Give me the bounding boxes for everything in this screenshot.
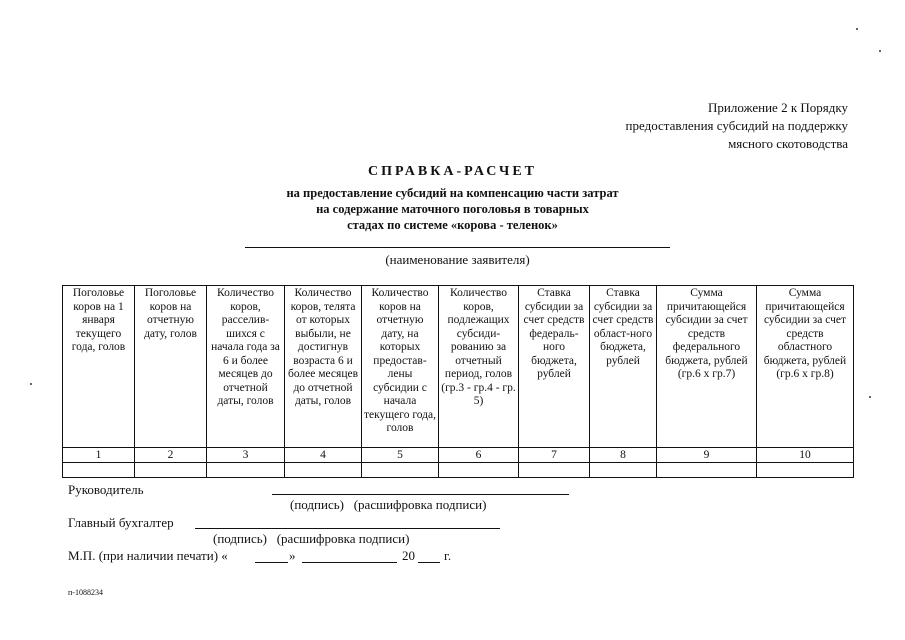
- head-signature-caption: (подпись) (расшифровка подписи): [290, 497, 487, 512]
- data-cell[interactable]: [207, 463, 285, 478]
- header-cell: Количество коров, подлежащих субсиди-рованию за отчетный период, голов (гр.3 - гр.4 - гр. 5): [439, 286, 519, 448]
- header-cell: Количество коров на отчетную дату, на которых предостав-лены субсидии с начала текущего года, голов: [362, 286, 439, 448]
- applicant-caption: (наименование заявителя): [385, 252, 530, 267]
- header-cell: Поголовье коров на 1 января текущего года, голов: [63, 286, 135, 448]
- data-cell[interactable]: [757, 463, 854, 478]
- data-cell[interactable]: [519, 463, 590, 478]
- appendix-line-3: мясного скотоводства: [728, 136, 848, 151]
- header-cell: Количество коров, телята от которых выбыли, не достигнув возраста 6 и более месяцев до отчетной даты, голов: [285, 286, 362, 448]
- calculation-table: [62, 285, 854, 478]
- seal-year-line[interactable]: [418, 562, 440, 563]
- seal-year-prefix: 20: [402, 548, 415, 563]
- accountant-signature-caption: (подпись) (расшифровка подписи): [213, 531, 410, 546]
- document-code: п-1088234: [68, 588, 103, 597]
- data-cell[interactable]: [362, 463, 439, 478]
- scan-speck: [869, 396, 871, 398]
- data-cell[interactable]: [285, 463, 362, 478]
- data-cell[interactable]: [590, 463, 657, 478]
- header-cell: Ставка субсидии за счет средств област-ного бюджета, рублей: [590, 286, 657, 448]
- data-cell[interactable]: [63, 463, 135, 478]
- subtitle-line-2: на содержание маточного поголовья в товарных: [316, 202, 589, 216]
- accountant-signature-line[interactable]: [195, 528, 500, 529]
- data-cell[interactable]: [439, 463, 519, 478]
- column-number: 10: [757, 448, 854, 463]
- column-number: 9: [657, 448, 757, 463]
- column-number-row: [63, 448, 854, 463]
- data-cell[interactable]: [135, 463, 207, 478]
- subtitle-line-1: на предоставление субсидий на компенсацию части затрат: [286, 186, 619, 200]
- head-label: Руководитель: [68, 482, 144, 497]
- appendix-note: [626, 99, 848, 153]
- table-data-row: [63, 463, 854, 478]
- applicant-name-line[interactable]: [245, 247, 670, 248]
- head-signature-line[interactable]: [272, 494, 569, 495]
- column-number: 3: [207, 448, 285, 463]
- seal-quote-close: »: [289, 548, 296, 563]
- seal-month-line[interactable]: [302, 562, 397, 563]
- subtitle-line-3: стадах по системе «корова - теленок»: [347, 218, 558, 232]
- column-number: 4: [285, 448, 362, 463]
- column-number: 5: [362, 448, 439, 463]
- column-number: 2: [135, 448, 207, 463]
- scan-speck: [879, 50, 881, 52]
- header-cell: Сумма причитающейся субсидии за счет средств федерального бюджета, рублей (гр.6 х гр.7): [657, 286, 757, 448]
- seal-prefix: М.П. (при наличии печати) «: [68, 548, 228, 563]
- header-cell: Количество коров, расселив-шихся с начала года за 6 и более месяцев до отчетной даты, голов: [207, 286, 285, 448]
- scan-speck: [30, 383, 32, 385]
- header-cell: Поголовье коров на отчетную дату, голов: [135, 286, 207, 448]
- appendix-line-2: предоставления субсидий на поддержку: [625, 118, 848, 133]
- column-number: 6: [439, 448, 519, 463]
- accountant-label: Главный бухгалтер: [68, 515, 174, 530]
- scan-speck: [856, 28, 858, 30]
- seal-year-suffix: г.: [444, 548, 452, 563]
- table-header-row: [63, 286, 854, 448]
- column-number: 1: [63, 448, 135, 463]
- data-cell[interactable]: [657, 463, 757, 478]
- seal-day-line[interactable]: [255, 562, 288, 563]
- header-cell: Ставка субсидии за счет средств федераль-ного бюджета, рублей: [519, 286, 590, 448]
- column-number: 7: [519, 448, 590, 463]
- column-number: 8: [590, 448, 657, 463]
- appendix-line-1: Приложение 2 к Порядку: [708, 100, 848, 115]
- document-title: СПРАВКА-РАСЧЕТ: [367, 164, 538, 179]
- header-cell: Сумма причитающейся субсидии за счет средств областного бюджета, рублей (гр.6 х гр.8): [757, 286, 854, 448]
- document-subtitle: [0, 185, 905, 233]
